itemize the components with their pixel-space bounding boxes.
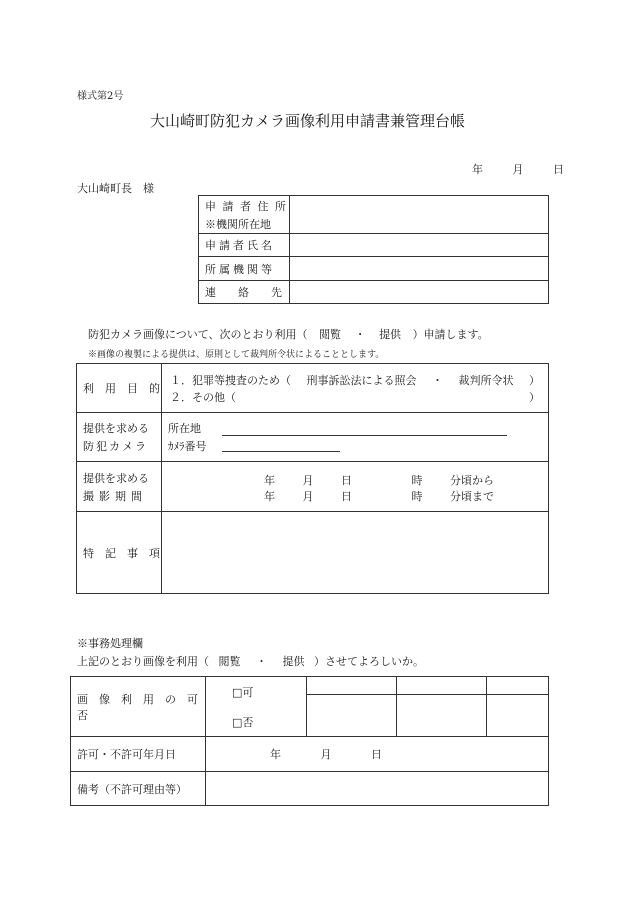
request-table [76, 363, 549, 594]
stamp-box-2[interactable] [397, 695, 487, 737]
intro-suffix: ）申請します。 [412, 328, 489, 341]
special-label: 特 記 事 項 [77, 512, 162, 594]
org-label: 所属機関等 [199, 257, 290, 281]
office-table [70, 676, 549, 806]
from-month: 月 [302, 474, 314, 487]
intro-dot: ・ [354, 328, 366, 341]
date-line [472, 161, 564, 177]
to-year: 年 [264, 490, 275, 503]
intro-line [88, 326, 489, 342]
purpose-content [162, 364, 549, 413]
permit-options [206, 677, 307, 737]
office-line-prefix: 上記のとおり画像を利用（ [77, 655, 209, 668]
permit-date-field[interactable] [206, 737, 549, 772]
remarks-label: 備考（不許可理由等） [71, 772, 206, 806]
stamp-head-1 [307, 677, 397, 695]
period-content [162, 462, 549, 512]
addressee: 大山崎町長 様 [77, 182, 154, 195]
stamp-head-2 [397, 677, 487, 695]
from-min: 分頃から [450, 474, 494, 487]
address-label [199, 196, 290, 234]
date-month: 月 [512, 163, 524, 176]
purpose-1-dot: ・ [432, 373, 443, 387]
purpose-line-2 [170, 389, 540, 405]
period-label-1: 提供を求める [83, 471, 149, 485]
to-day: 日 [341, 490, 352, 503]
name-field[interactable] [290, 234, 549, 257]
address-field[interactable] [290, 196, 549, 234]
form-number: 様式第2号 [77, 91, 124, 102]
purpose-label: 利 用 目 的 [77, 364, 162, 413]
stamp-box-1[interactable] [307, 695, 397, 737]
to-hour: 時 [411, 490, 423, 503]
intro-provide: 提供 [379, 328, 402, 341]
purpose-1-close: ） [529, 373, 540, 387]
stamp-head-3 [487, 677, 549, 695]
office-view: 閲覧 [218, 655, 241, 668]
date-day: 日 [553, 163, 564, 176]
office-line [77, 653, 424, 669]
purpose-line-1 [170, 372, 540, 388]
office-heading: ※事務処理欄 [77, 637, 143, 650]
office-line-suffix: ）させてよろしいか。 [314, 655, 424, 668]
permit-label: 画 像 利 用 の 可 否 [71, 677, 206, 737]
address-label-1: 申 請 者 住 所 [205, 199, 289, 213]
to-month: 月 [302, 490, 314, 503]
from-year: 年 [264, 474, 275, 487]
intro-view: 閲覧 [319, 328, 342, 341]
camera-label-2: 防犯カメラ [83, 440, 148, 453]
to-min: 分頃まで [450, 490, 494, 503]
permit-date-label: 許可・不許可年月日 [71, 737, 206, 772]
date-year: 年 [472, 163, 483, 176]
purpose-2-prefix: ２．その他（ [170, 390, 236, 404]
period-label [77, 462, 162, 512]
contact-field[interactable] [290, 281, 549, 304]
intro-note: ※画像の複製による提供は、原則として裁判所令状によることとします。 [88, 350, 385, 360]
org-field[interactable] [290, 257, 549, 281]
from-hour: 時 [411, 474, 423, 487]
intro-prefix: 防犯カメラ画像について、次のとおり利用（ [88, 328, 308, 341]
camera-location-label: 所在地 [168, 422, 201, 435]
address-label-2: ※機関所在地 [205, 217, 271, 231]
applicant-table [198, 195, 549, 304]
permit-ng[interactable]: □否 [232, 715, 254, 729]
permit-year: 年 [270, 748, 281, 761]
period-to [264, 488, 494, 504]
camera-label-1: 提供を求める [83, 422, 149, 435]
office-provide: 提供 [282, 655, 305, 668]
office-dot: ・ [256, 655, 267, 668]
contact-label: 連 絡 先 [199, 281, 290, 304]
camera-content [162, 413, 549, 462]
purpose-2-close: ） [529, 390, 540, 404]
camera-label [77, 413, 162, 462]
purpose-1-b[interactable]: 裁判所令状 [458, 373, 514, 387]
name-label: 申請者氏名 [199, 234, 290, 257]
permit-day: 日 [371, 748, 382, 761]
from-day: 日 [341, 474, 352, 487]
camera-number-label: ｶﾒﾗ番号 [168, 440, 207, 453]
permit-month: 月 [320, 748, 332, 761]
special-field[interactable] [162, 512, 549, 594]
camera-location-line[interactable] [222, 435, 507, 436]
period-from [264, 472, 494, 488]
stamp-box-3[interactable] [487, 695, 549, 737]
camera-number-line[interactable] [222, 451, 340, 452]
page-title: 大山崎町防犯カメラ画像利用申請書兼管理台帳 [150, 112, 466, 130]
permit-ok[interactable]: □可 [232, 685, 254, 699]
period-label-2: 撮影期間 [83, 489, 147, 503]
purpose-1-prefix: １．犯罪等捜査のため（ [170, 373, 291, 387]
purpose-1-a[interactable]: 刑事訴訟法による照会 [306, 373, 417, 387]
remarks-field[interactable] [206, 772, 549, 806]
